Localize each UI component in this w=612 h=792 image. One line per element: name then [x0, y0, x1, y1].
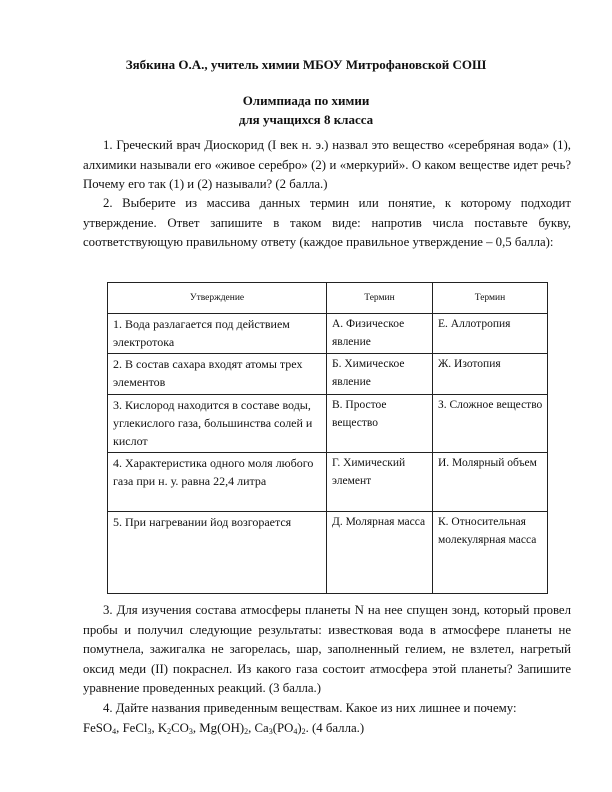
term-cell: А. Физическое явление [327, 314, 433, 354]
term-cell: Е. Аллотропия [433, 314, 548, 354]
statement-cell: 2. В состав сахара входят атомы трех элементов [108, 354, 327, 395]
term-cell: Д. Молярная масса [327, 512, 433, 594]
header-term-1: Термин [327, 283, 433, 314]
table-row [108, 395, 548, 453]
question-1: 1. Греческий врач Диоскорид (I век н. э.) назвал это вещество «серебряная вода» (1), алхимики называли его «живое серебро» (2) и «меркурий». О каком веществе идет речь? Почему его так (1) и (2) называли? (2 балла.) [83, 138, 571, 191]
term-cell: К. Относительная молекулярная масса [433, 512, 548, 594]
table-header-row [108, 283, 548, 314]
formula-magnesium-hydroxide: $Mg(OH)_2$ [199, 720, 249, 736]
table-row [108, 512, 548, 594]
formula-iron-chloride: FeCl$_3$ [122, 720, 152, 736]
table-row [108, 314, 548, 354]
question-4-points: (4 балла.) [312, 720, 365, 735]
formula-calcium-phosphate: $Ca_3(PO_4)_2$ [254, 720, 306, 736]
term-cell: В. Простое вещество [327, 395, 433, 453]
question-4-text: 4. Дайте названия приведенным веществам. Какое из них лишнее и почему: [103, 701, 517, 715]
formula-iron-sulfate: FeSO$_4$ [83, 720, 117, 736]
question-2: 2. Выберите из массива данных термин или понятие, к которому подходит утверждение. Ответ запишите в таком виде: напротив числа поставьте букву, соответствующую правильному ответу (каждое правильное утверждение – 0,5 балла): [83, 196, 571, 249]
table-row [108, 453, 548, 512]
formula-potassium-carbonate: $K_2CO_3$ [157, 720, 193, 736]
olympiad-subtitle: для учащихся 8 класса [238, 112, 374, 127]
statement-cell: 1. Вода разлагается под действием электротока [108, 314, 327, 354]
term-cell: Ж. Изотопия [433, 354, 548, 395]
header-statement: Утверждение [108, 283, 327, 314]
statement-cell: 4. Характеристика одного моля любого газа при н. у. равна 22,4 литра [108, 453, 327, 512]
table-row [108, 354, 548, 395]
author-line: Зябкина О.А., учитель химии МБОУ Митрофановской СОШ [125, 57, 487, 72]
question-4 [83, 699, 571, 738]
term-cell: Б. Химическое явление [327, 354, 433, 395]
term-cell: З. Сложное вещество [433, 395, 548, 453]
term-cell: И. Молярный объем [433, 453, 548, 512]
header-term-2: Термин [433, 283, 548, 314]
statement-cell: 5. При нагревании йод возгорается [108, 512, 327, 594]
question-4-formulas: FeSO$_4$, FeCl$_3$, $K_2CO_3$, $Mg(OH)_2$, $Ca_3(PO_4)_2$. (4 балла.) [83, 720, 365, 736]
term-cell: Г. Химический элемент [327, 453, 433, 512]
question-3: 3. Для изучения состава атмосферы планеты N на нее спущен зонд, который провел пробы и получил следующие результаты: известковая вода в атмосфере планеты не помутнела, зажигалка не загорелась, шар, заполненный гелием, не взлетел, нагретый оксид меди (II) покраснел. Из какого газа состоит атмосфера этой планеты? Запишите уравнение проведенных реакций. (3 балла.) [83, 603, 571, 695]
terms-table [107, 282, 548, 594]
olympiad-title: Олимпиада по химии [242, 93, 370, 108]
statement-cell: 3. Кислород находится в составе воды, углекислого газа, большинства солей и кислот [108, 395, 327, 453]
